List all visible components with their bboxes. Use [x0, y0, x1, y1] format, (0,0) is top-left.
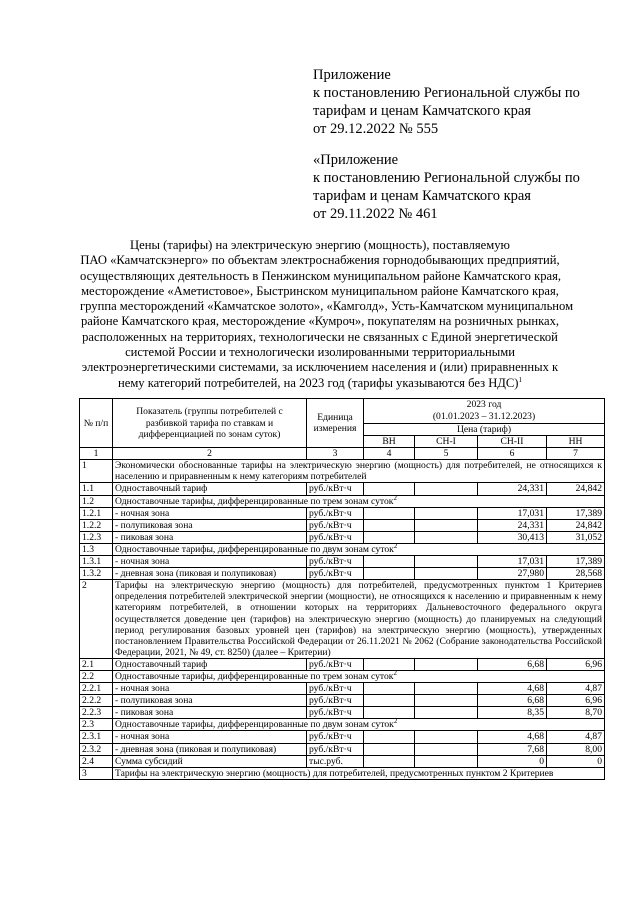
unit: руб./кВт·ч: [307, 658, 364, 670]
section-text: Одноставочные тарифы, дифференцированные по двум зонам суток: [115, 543, 394, 555]
footnote-mark: 2: [393, 543, 398, 550]
col-number: 4: [364, 448, 415, 460]
title-line: группа месторождений «Камчатское золото», «Камголд», Усть-Камчатском муниципальном: [80, 299, 574, 314]
section-title: [113, 719, 605, 731]
value-vn: [364, 568, 415, 580]
value-nn: 4,87: [547, 731, 605, 743]
value-nn: 28,568: [547, 568, 605, 580]
value-sn2: 6,68: [478, 695, 547, 707]
annex-line: тарифам и ценам Камчатского края: [313, 188, 531, 204]
value-sn1: [415, 483, 478, 495]
table-row: [80, 568, 605, 580]
footnote-mark: 2: [393, 718, 398, 726]
row-number: 2.3.2: [80, 743, 113, 755]
value-sn1: [415, 755, 478, 767]
table-section-row: [80, 767, 605, 779]
value-sn1: [415, 658, 478, 670]
table-section-row: [80, 543, 605, 555]
row-number: 3: [80, 767, 113, 779]
value-nn: 31,052: [547, 531, 605, 543]
unit: руб./кВт·ч: [307, 743, 364, 755]
col-number: 5: [415, 448, 478, 460]
col-number: 6: [478, 448, 547, 460]
header-indicator: Показатель (группы потребителей с разбивкой тарифа по ставкам и дифференциацией по зонам суток): [113, 399, 307, 448]
row-number: 1: [80, 460, 113, 483]
indicator-name: - пиковая зона: [113, 531, 307, 543]
annex-line: к постановлению Региональной службы по: [313, 85, 580, 101]
unit: руб./кВт·ч: [307, 519, 364, 531]
title-line: расположенных на территориях, технологически не связанных с Единой энергетической: [82, 329, 558, 344]
table-row: [80, 658, 605, 670]
table-row: [80, 743, 605, 755]
row-number: 2.3.1: [80, 731, 113, 743]
row-number: 2.2.1: [80, 683, 113, 695]
title-line: районе Камчатского края, месторождение «Кумроч», покупателям на розничных рынках,: [80, 314, 560, 329]
table-row: [80, 707, 605, 719]
unit: тыс.руб.: [307, 755, 364, 767]
value-sn2: 6,68: [478, 658, 547, 670]
row-number: 1.2: [80, 495, 113, 507]
value-vn: [364, 731, 415, 743]
unit: руб./кВт·ч: [307, 531, 364, 543]
header-level-sn1: СН-I: [415, 436, 478, 448]
value-nn: 24,842: [547, 519, 605, 531]
value-vn: [364, 683, 415, 695]
footnote-mark: 1: [518, 375, 522, 384]
row-number: 2.3: [80, 719, 113, 731]
row-number: 1.3.1: [80, 556, 113, 568]
header-period: (01.01.2023 – 31.12.2023): [432, 411, 536, 422]
row-number: 1.2.1: [80, 507, 113, 519]
value-vn: [364, 531, 415, 543]
value-sn1: [415, 568, 478, 580]
col-number: 7: [547, 448, 605, 460]
value-sn2: 17,031: [478, 507, 547, 519]
value-sn1: [415, 731, 478, 743]
value-sn1: [415, 707, 478, 719]
row-number: 2.2: [80, 670, 113, 682]
table-row: [80, 483, 605, 495]
value-sn1: [415, 556, 478, 568]
indicator-name: Одноставочный тариф: [113, 658, 307, 670]
value-vn: [364, 556, 415, 568]
table-row: [80, 731, 605, 743]
value-vn: [364, 507, 415, 519]
indicator-name: Одноставочный тариф: [113, 483, 307, 495]
unit: руб./кВт·ч: [307, 507, 364, 519]
value-vn: [364, 483, 415, 495]
row-number: 2: [80, 580, 113, 659]
indicator-name: Сумма субсидий: [113, 755, 307, 767]
col-number: 2: [113, 448, 307, 460]
value-nn: 6,96: [547, 695, 605, 707]
indicator-name: - ночная зона: [113, 556, 307, 568]
value-nn: 24,842: [547, 483, 605, 495]
table-section-row: [80, 495, 605, 507]
value-sn1: [415, 695, 478, 707]
section-text: Тарифы на электрическую энергию (мощность) для потребителей, предусмотренных пунктом 1 Критериев определения потребителей электрической энергии (мощности), не относящихся к населению и приравненным к нему категориям потребителей, в отношении которых на территориях Дальневосточного федерального округа осуществляется доведение цен (тарифов) на электрическую энергию (мощность) до планируемых на следующий период регулирования базовых уровней цен (тарифов) на электрическую энергию (мощность), утвержденных постановлением Правительства Российской Федерации от 26.11.2021 № 2062 (Собрание законодательства Российской Федерации, 2021, № 49, ст. 8250) (далее – Критерии): [115, 580, 603, 658]
section-title: [113, 670, 605, 682]
header-price: Цена (тариф): [364, 424, 605, 436]
value-sn2: 7,68: [478, 743, 547, 755]
value-nn: 4,87: [547, 683, 605, 695]
value-sn2: 24,331: [478, 519, 547, 531]
value-vn: [364, 755, 415, 767]
row-number: 2.1: [80, 658, 113, 670]
footnote-mark: 2: [393, 670, 397, 677]
value-sn2: 27,980: [478, 568, 547, 580]
unit: руб./кВт·ч: [307, 556, 364, 568]
section-title: [113, 767, 605, 779]
section-text: Одноставочные тарифы, дифференцированные по трем зонам суток: [115, 495, 394, 507]
value-sn2: 24,331: [478, 483, 547, 495]
table-row: [80, 507, 605, 519]
table-section-row: [80, 719, 605, 731]
title-line: месторождение «Аметистовое», Быстринском муниципальном районе Камчатского края,: [81, 283, 559, 298]
annex-line: от 29.11.2022 № 461: [313, 206, 438, 222]
row-number: 2.4: [80, 755, 113, 767]
header-level-sn2: СН-II: [478, 436, 547, 448]
value-nn: 17,389: [547, 507, 605, 519]
section-title: [113, 580, 605, 659]
row-number: 1.3.2: [80, 568, 113, 580]
value-sn1: [415, 683, 478, 695]
table-section-row: [80, 580, 605, 659]
header-unit: Единица измерения: [307, 399, 364, 448]
unit: руб./кВт·ч: [307, 483, 364, 495]
title-line: электроэнергетическими системами, за исключением населения и (или) приравненных к: [81, 360, 559, 375]
header-level-nn: НН: [547, 436, 605, 448]
annex-line: Приложение: [313, 67, 391, 83]
value-vn: [364, 658, 415, 670]
value-nn: 6,96: [547, 658, 605, 670]
annex-line: «Приложение: [313, 152, 399, 168]
title-line: ПАО «Камчатскэнерго» по объектам электроснабжения горнодобывающих предприятий,: [80, 253, 560, 268]
annex-previous: [313, 151, 613, 223]
value-nn: 0: [547, 755, 605, 767]
indicator-name: - ночная зона: [113, 507, 307, 519]
value-sn2: 4,68: [478, 683, 547, 695]
table-row: [80, 755, 605, 767]
row-number: 2.2.2: [80, 695, 113, 707]
document-title: [80, 238, 574, 391]
value-vn: [364, 519, 415, 531]
header-level-vn: ВН: [364, 436, 415, 448]
value-vn: [364, 695, 415, 707]
col-number: 3: [307, 448, 364, 460]
footnote-mark: 2: [393, 495, 397, 502]
section-text: Тарифы на электрическую энергию (мощность) для потребителей, предусмотренных пунктом 2 Критериев: [115, 767, 554, 779]
header-year: 2023 год: [466, 399, 502, 410]
value-sn2: 0: [478, 755, 547, 767]
table-row: [80, 683, 605, 695]
table-row: [80, 531, 605, 543]
unit: руб./кВт·ч: [307, 683, 364, 695]
value-sn1: [415, 531, 478, 543]
table-section-row: [80, 460, 605, 483]
title-line: Цены (тарифы) на электрическую энергию (мощность), поставляемую: [130, 238, 510, 252]
table-row: [80, 519, 605, 531]
tariff-table: [79, 398, 605, 780]
indicator-name: - полупиковая зона: [113, 695, 307, 707]
value-sn2: 4,68: [478, 731, 547, 743]
value-vn: [364, 707, 415, 719]
row-number: 1.2.2: [80, 519, 113, 531]
row-number: 1.2.3: [80, 531, 113, 543]
annex-line: к постановлению Региональной службы по: [313, 170, 580, 186]
unit: руб./кВт·ч: [307, 707, 364, 719]
table-body: [80, 460, 605, 780]
indicator-name: - ночная зона: [113, 731, 307, 743]
header-num: № п/п: [80, 399, 113, 448]
unit: руб./кВт·ч: [307, 731, 364, 743]
section-title: [113, 495, 605, 507]
section-text: Одноставочные тарифы, дифференцированные по трем зонам суток: [115, 670, 394, 682]
annex-line: от 29.12.2022 № 555: [313, 121, 439, 137]
section-text: Одноставочные тарифы, дифференцированные по двум зонам суток: [115, 719, 394, 731]
indicator-name: - дневная зона (пиковая и полупиковая): [113, 743, 307, 755]
value-sn1: [415, 519, 478, 531]
unit: руб./кВт·ч: [307, 568, 364, 580]
col-number: 1: [80, 448, 113, 460]
value-sn1: [415, 507, 478, 519]
header-period-cell: [364, 399, 605, 424]
table-row: [80, 556, 605, 568]
annex-current: [313, 66, 613, 138]
value-nn: 8,70: [547, 707, 605, 719]
value-nn: 8,00: [547, 743, 605, 755]
section-title: [113, 543, 605, 555]
unit: руб./кВт·ч: [307, 695, 364, 707]
row-number: 1.1: [80, 483, 113, 495]
section-text: Экономически обоснованные тарифы на электрическую энергию (мощность) для потребителей, не относящихся к населению и приравненным к нему категориям потребителей: [115, 460, 603, 483]
indicator-name: - пиковая зона: [113, 707, 307, 719]
title-line: системой России и технологически изолированными территориальными: [125, 345, 515, 360]
title-line: осуществляющих деятельность в Пенжинском муниципальном районе Камчатского края,: [80, 268, 562, 283]
indicator-name: - ночная зона: [113, 683, 307, 695]
indicator-name: - полупиковая зона: [113, 519, 307, 531]
row-number: 1.3: [80, 543, 113, 555]
value-nn: 17,389: [547, 556, 605, 568]
value-sn2: 17,031: [478, 556, 547, 568]
value-sn1: [415, 743, 478, 755]
value-vn: [364, 743, 415, 755]
value-sn2: 8,35: [478, 707, 547, 719]
row-number: 2.2.3: [80, 707, 113, 719]
section-title: [113, 460, 605, 483]
title-line: нему категорий потребителей, на 2023 год (тарифы указываются без НДС)$^1$: [117, 375, 522, 390]
value-sn2: 30,413: [478, 531, 547, 543]
table-section-row: [80, 670, 605, 682]
table-row: [80, 695, 605, 707]
indicator-name: - дневная зона (пиковая и полупиковая): [113, 568, 307, 580]
annex-line: тарифам и ценам Камчатского края: [313, 103, 531, 119]
